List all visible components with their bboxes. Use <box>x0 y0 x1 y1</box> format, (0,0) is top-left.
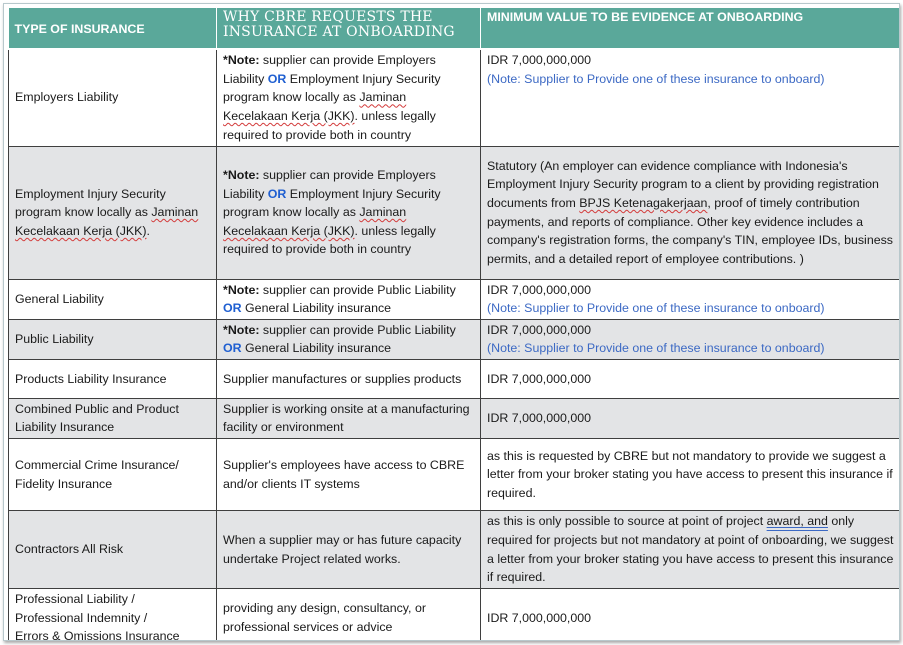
table-row <box>9 49 901 146</box>
min-cell <box>481 511 901 589</box>
why-cell <box>217 49 481 146</box>
why-cell: When a supplier may or has future capacity undertake Project related works. <box>217 511 481 589</box>
type-line: Professional Indemnity / <box>15 610 148 625</box>
header-why-cbre-requests: WHY CBRE REQUESTS THE INSURANCE AT ONBOARDING <box>217 8 481 49</box>
note-text: Employment Injury Security program know locally as <box>223 186 441 220</box>
type-cell: Commercial Crime Insurance/ Fidelity Insurance <box>9 439 217 511</box>
note-label: *Note: <box>223 168 260 183</box>
type-cell: Employers Liability <box>9 49 217 146</box>
table-row <box>9 146 901 279</box>
type-cell: Combined Public and Product Liability Insurance <box>9 398 217 438</box>
why-cell <box>217 279 481 319</box>
type-cell: Products Liability Insurance <box>9 359 217 398</box>
min-value: IDR 7,000,000,000 <box>487 322 592 337</box>
header-row <box>9 8 901 49</box>
header-type-of-insurance: TYPE OF INSURANCE <box>9 8 217 49</box>
min-cell: as this is requested by CBRE but not mandatory to provide we suggest a letter from your broker stating you have access to present this insurance if required. <box>481 439 901 511</box>
bpjs-term: BPJS Ketenagakerjaan <box>579 195 708 210</box>
min-text: as this is only possible to source at point of project <box>487 514 767 529</box>
table-row <box>9 279 901 319</box>
note-text: supplier can provide Public Liability <box>259 282 456 297</box>
type-line: Professional Liability / <box>15 592 135 607</box>
or-keyword: OR <box>267 71 287 86</box>
note-label: *Note: <box>223 322 260 337</box>
or-keyword: OR <box>223 301 242 316</box>
or-keyword: OR <box>267 186 287 201</box>
min-text: only required for projects but not mandatory at point of onboarding, we suggest a letter from your broker stating you have access to present this insurance if required. <box>487 514 894 585</box>
min-cell: IDR 7,000,000,000 <box>481 589 901 641</box>
table-row <box>9 398 901 438</box>
min-cell: IDR 7,000,000,000 <box>481 398 901 438</box>
type-line: Errors & Omissions Insurance <box>15 629 180 641</box>
header-minimum-value: MINIMUM VALUE TO BE EVIDENCE AT ONBOARDING <box>481 8 901 49</box>
type-cell <box>9 146 217 279</box>
jkk-term: Jaminan Kecelakaan Kerja (JKK) <box>15 205 199 238</box>
min-note: (Note: Supplier to Provide one of these insurance to onboard) <box>487 301 825 316</box>
min-cell: IDR 7,000,000,000 <box>481 359 901 398</box>
note-label: *Note: <box>223 282 260 297</box>
note-text: Employment Injury Security program know locally as <box>223 71 441 105</box>
type-cell <box>9 589 217 641</box>
type-text: Employment Injury Security program know locally as <box>15 186 166 220</box>
insurance-table-frame <box>3 3 900 641</box>
why-cell: Supplier's employees have access to CBRE and/or clients IT systems <box>217 439 481 511</box>
table-row <box>9 589 901 641</box>
or-keyword: OR <box>223 341 242 356</box>
award-term: award, and <box>766 514 828 529</box>
why-cell <box>217 146 481 279</box>
type-cell: Contractors All Risk <box>9 511 217 589</box>
min-cell <box>481 279 901 319</box>
note-text: . unless legally required to provide both in country <box>223 109 436 142</box>
insurance-requirements-table <box>8 8 900 641</box>
note-text: supplier can provide Employers Liability <box>223 53 436 86</box>
why-cell <box>217 319 481 359</box>
min-text: Statutory (An employer can evidence compliance with Indonesia's Employment Injury Security program to a client by providing registration documents from <box>487 158 879 210</box>
min-cell <box>481 49 901 146</box>
note-text: supplier can provide Employers Liability <box>223 168 436 201</box>
table-row <box>9 511 901 589</box>
why-cell: Supplier manufactures or supplies products <box>217 359 481 398</box>
type-cell: Public Liability <box>9 319 217 359</box>
min-cell <box>481 146 901 279</box>
jkk-term: Jaminan Kecelakaan Kerja (JKK) <box>223 90 407 124</box>
type-cell: General Liability <box>9 279 217 319</box>
note-text: supplier can provide Public Liability <box>259 322 456 337</box>
note-text: . unless legally required to provide both in country <box>223 223 436 257</box>
note-text: General Liability insurance <box>241 301 392 316</box>
min-value: IDR 7,000,000,000 <box>487 282 592 297</box>
why-cell: providing any design, consultancy, or professional services or advice <box>217 589 481 641</box>
table-row <box>9 439 901 511</box>
min-note: (Note: Supplier to Provide one of these insurance to onboard) <box>487 341 825 356</box>
note-text: General Liability insurance <box>241 341 392 356</box>
table-row <box>9 319 901 359</box>
type-text: . <box>146 223 150 238</box>
jkk-term: Jaminan Kecelakaan Kerja (JKK) <box>223 205 407 238</box>
min-note: (Note: Supplier to Provide one of these insurance to onboard) <box>487 71 825 86</box>
min-value: IDR 7,000,000,000 <box>487 53 592 67</box>
note-label: *Note: <box>223 53 260 68</box>
table-row <box>9 359 901 398</box>
why-cell: Supplier is working onsite at a manufacturing facility or environment <box>217 398 481 438</box>
min-cell <box>481 319 901 359</box>
min-text: , proof of timely contribution payments, and reports of compliance. Other key evidence includes a company's registration forms, the company's TIN, employee IDs, business permits, and a detailed report of employee contributions. ) <box>487 195 893 266</box>
